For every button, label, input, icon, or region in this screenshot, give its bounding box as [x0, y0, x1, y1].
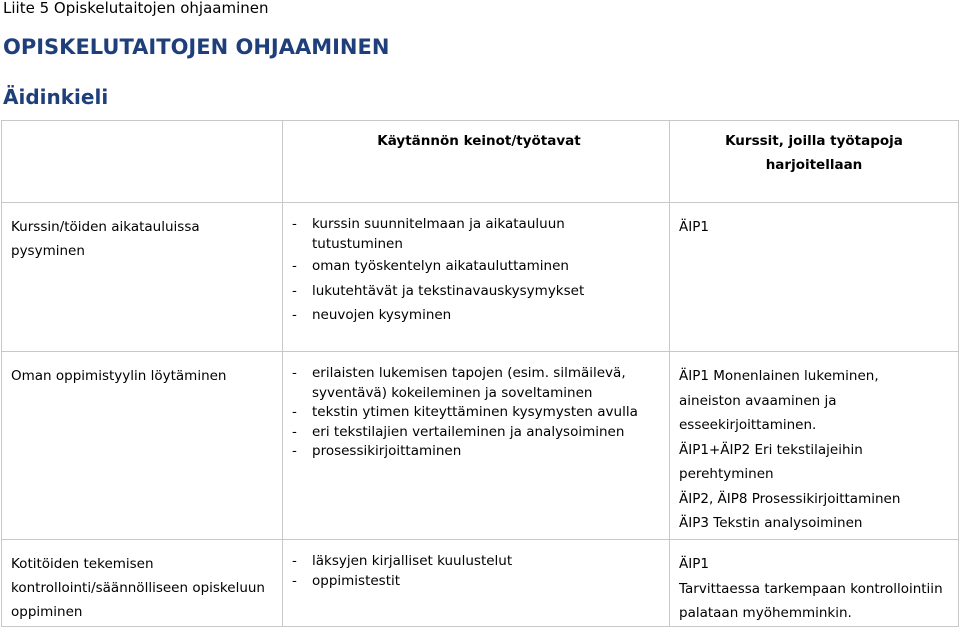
courses-cell [670, 352, 959, 540]
activity-item: - kurssin suunnitelmaan ja aikatauluun tutustuminen [292, 216, 565, 252]
activity-item: - tekstin ytimen kiteyttäminen kysymysten avulla [292, 404, 638, 420]
activity-item: - neuvojen kysyminen [292, 307, 452, 323]
course-item: ÄIP3 Tekstin analysoiminen [679, 515, 863, 531]
table-row [2, 540, 959, 627]
table-row [2, 203, 959, 352]
activity-item: - eri tekstilajien vertaileminen ja analysoiminen [292, 423, 625, 440]
activity-item: - läksyjen kirjalliset kuulustelut [292, 553, 513, 569]
activity-item: - oman työskentelyn aikatauluttaminen [292, 258, 569, 274]
activities-cell [283, 352, 670, 540]
activities-cell [283, 540, 670, 627]
area-text: Kotitöiden tekemisen kontrollointi/säännölliseen opiskeluun oppiminen [11, 556, 265, 620]
header-cell-courses [670, 121, 959, 203]
activities-cell [283, 203, 670, 352]
area-text: Kurssin/töiden aikatauluissa pysyminen [11, 219, 200, 259]
header-cell-area [2, 121, 283, 203]
activity-item: - erilaisten lukemisen tapojen (esim. silmäilevä, syventävä) kokeileminen ja soveltaminen [292, 365, 626, 401]
header-cell-methods: Käytännön keinot/työtavat [283, 121, 670, 203]
course-item: ÄIP1 [679, 556, 709, 572]
course-item: ÄIP2, ÄIP8 Prosessikirjoittaminen [679, 490, 901, 507]
header-courses-text: Kurssit, joilla työtapoja harjoitellaan [725, 133, 903, 173]
activity-item: - prosessikirjoittaminen [292, 443, 462, 459]
activity-item: - oppimistestit [292, 572, 401, 589]
course-item: ÄIP1 [679, 219, 709, 235]
study-skills-table [1, 120, 959, 627]
area-cell [2, 352, 283, 540]
course-item: Tarvittaessa tarkempaan kontrollointiin palataan myöhemminkin. [679, 580, 943, 621]
page-title: OPISKELUTAITOJEN OHJAAMINEN [3, 35, 390, 59]
area-text: Oman oppimistyylin löytäminen [11, 368, 227, 384]
document-supertitle: Liite 5 Opiskelutaitojen ohjaaminen [3, 0, 269, 17]
area-cell [2, 203, 283, 352]
courses-cell [670, 540, 959, 627]
courses-cell [670, 203, 959, 352]
area-cell [2, 540, 283, 627]
section-title: Äidinkieli [3, 85, 109, 109]
table-row [2, 352, 959, 540]
table-header-row [2, 121, 959, 203]
course-item: ÄIP1+ÄIP2 Eri tekstilajeihin perehtyminen [679, 441, 863, 482]
activity-item: - lukutehtävät ja tekstinavauskysymykset [292, 282, 585, 299]
course-item: ÄIP1 Monenlainen lukeminen, aineiston avaaminen ja esseekirjoittaminen. [679, 368, 879, 433]
